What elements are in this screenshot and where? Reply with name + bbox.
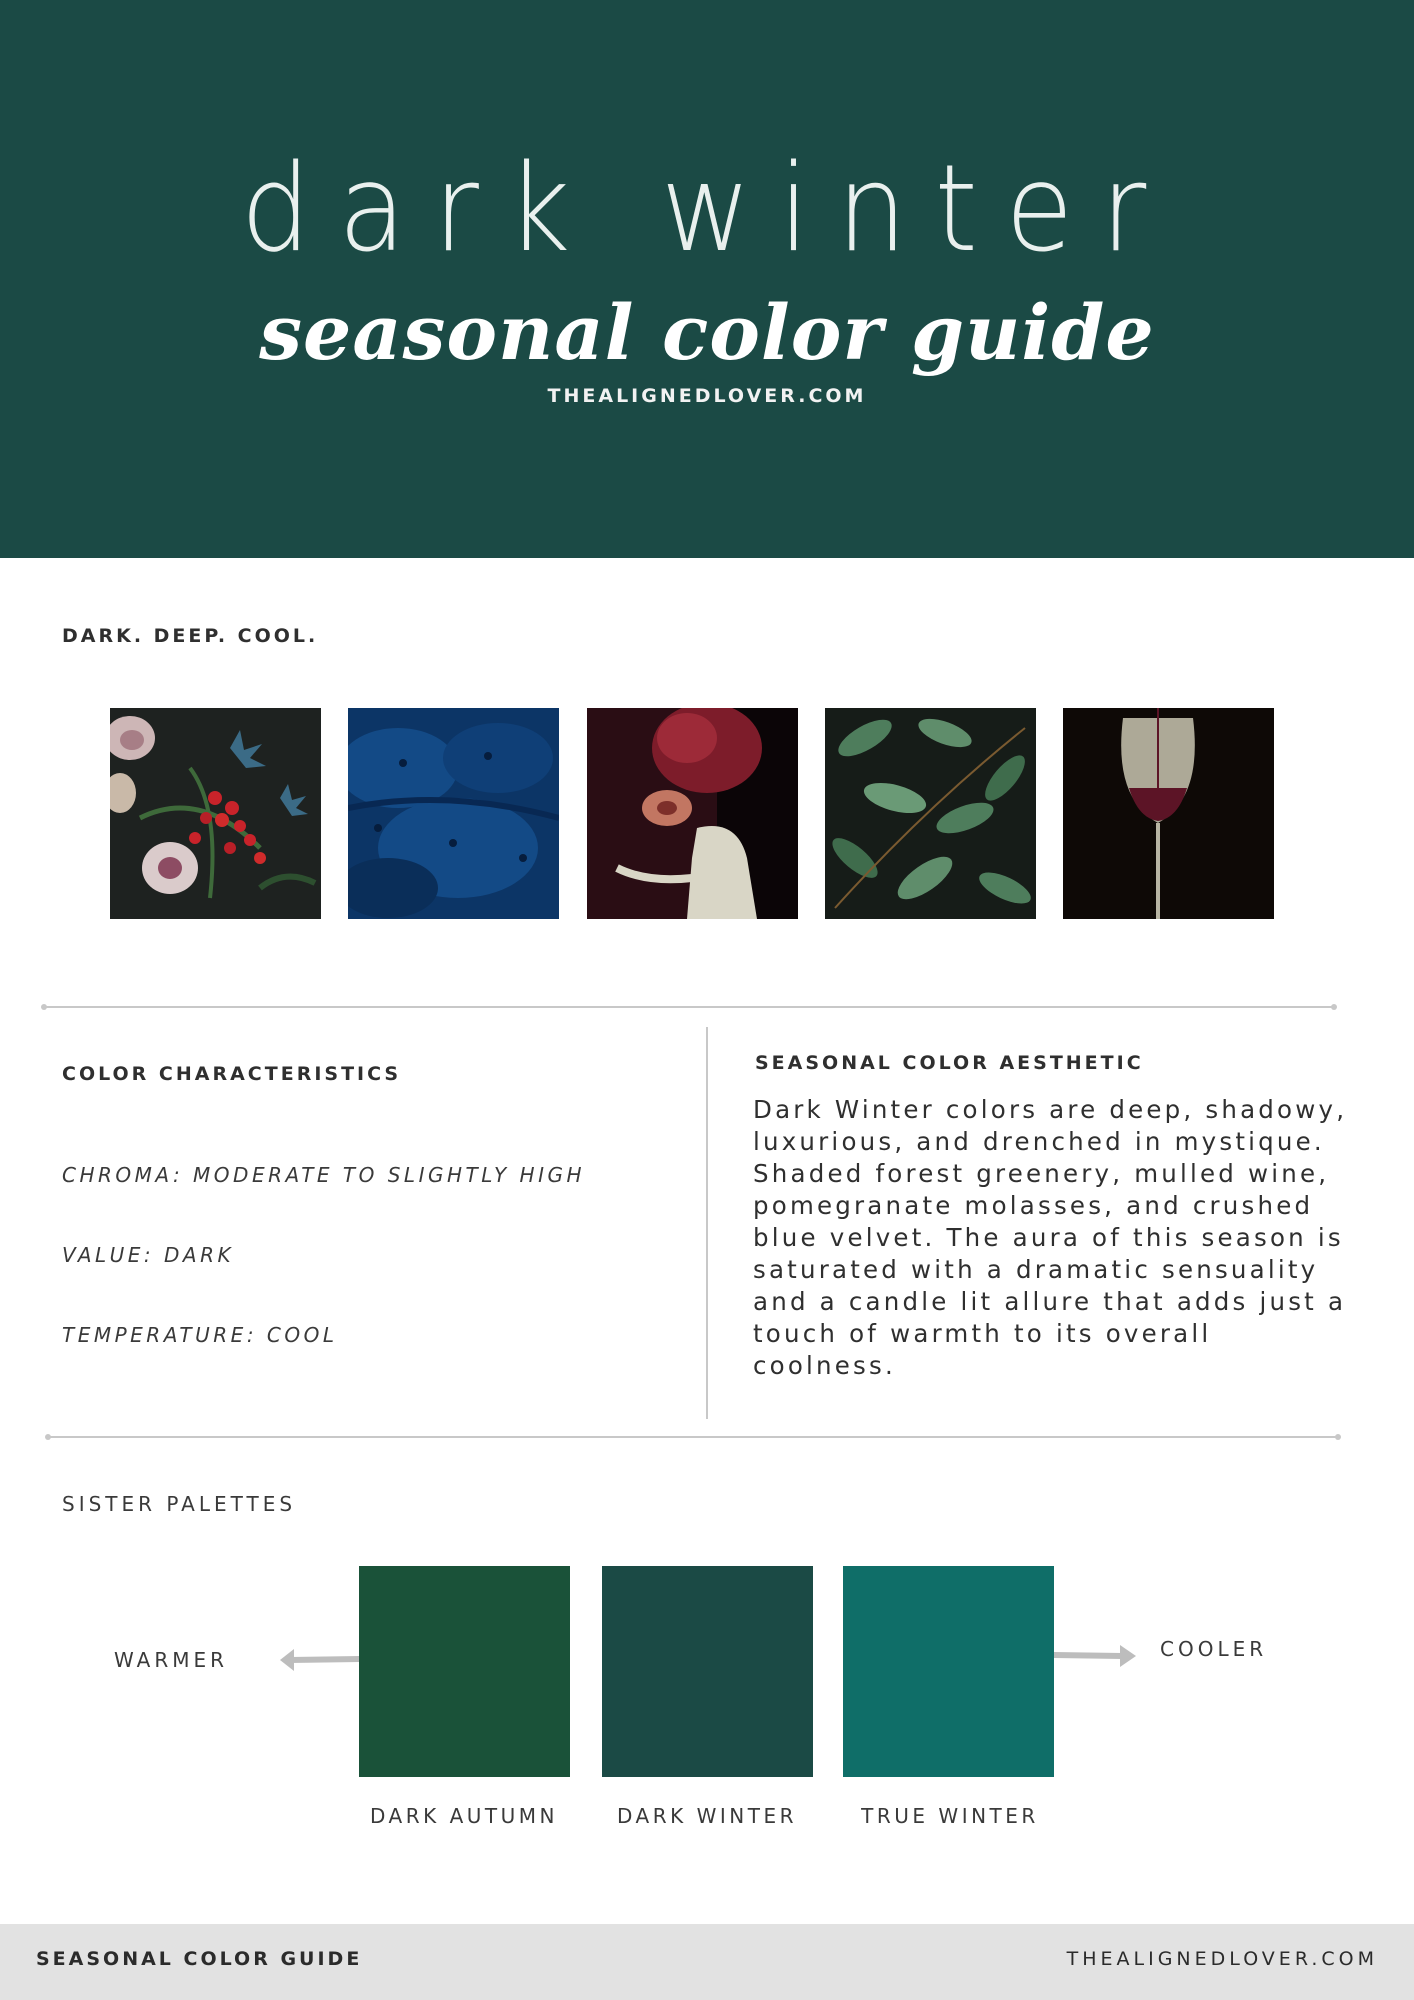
warmer-label: WARMER [114,1648,229,1672]
cooler-arrow-icon [1054,1641,1138,1671]
sister-palettes-heading: SISTER PALETTES [62,1492,297,1516]
swatch-label-true-winter: TRUE WINTER [861,1804,1039,1828]
header-website: THEALIGNEDLOVER.COM [547,385,867,407]
blue-velvet-image [348,708,559,919]
page-subtitle: seasonal color guide [259,288,1155,377]
green-leaves-image [825,708,1036,919]
red-flower-teapot-image [587,708,798,919]
header-banner [0,0,1414,558]
divider-bottom [48,1436,1338,1438]
chroma-text: CHROMA: MODERATE TO SLIGHTLY HIGH [62,1163,585,1187]
red-wine-glass-image [1063,708,1274,919]
floral-berries-image [110,708,321,919]
swatch-label-dark-autumn: DARK AUTUMN [370,1804,558,1828]
swatch-label-dark-winter: DARK WINTER [617,1804,797,1828]
swatch-dark-autumn [359,1566,570,1777]
temperature-text: TEMPERATURE: COOL [62,1323,338,1347]
footer [0,1924,1414,2000]
divider-top [44,1006,1334,1008]
tagline: DARK. DEEP. COOL. [62,625,319,647]
page-title: dark winter [240,140,1174,279]
swatch-dark-winter [602,1566,813,1777]
aesthetic-heading: SEASONAL COLOR AESTHETIC [755,1052,1144,1074]
swatch-true-winter [843,1566,1054,1777]
aesthetic-description: Dark Winter colors are deep, shadowy, luxurious, and drenched in mystique. Shaded forest greenery, mulled wine, pomegranate molasses, and crushed blue velvet. The aura of this season is saturated with a dramatic sensuality and a candle lit allure that adds just a touch of warmth to its overall coolness. [753,1095,1348,1380]
value-text: VALUE: DARK [62,1243,235,1267]
characteristics-heading: COLOR CHARACTERISTICS [62,1063,402,1085]
column-divider [706,1027,708,1419]
cooler-label: COOLER [1160,1637,1268,1661]
warmer-arrow-icon [278,1645,360,1675]
footer-website: THEALIGNEDLOVER.COM [1066,1948,1378,1970]
footer-title: SEASONAL COLOR GUIDE [36,1948,363,1970]
